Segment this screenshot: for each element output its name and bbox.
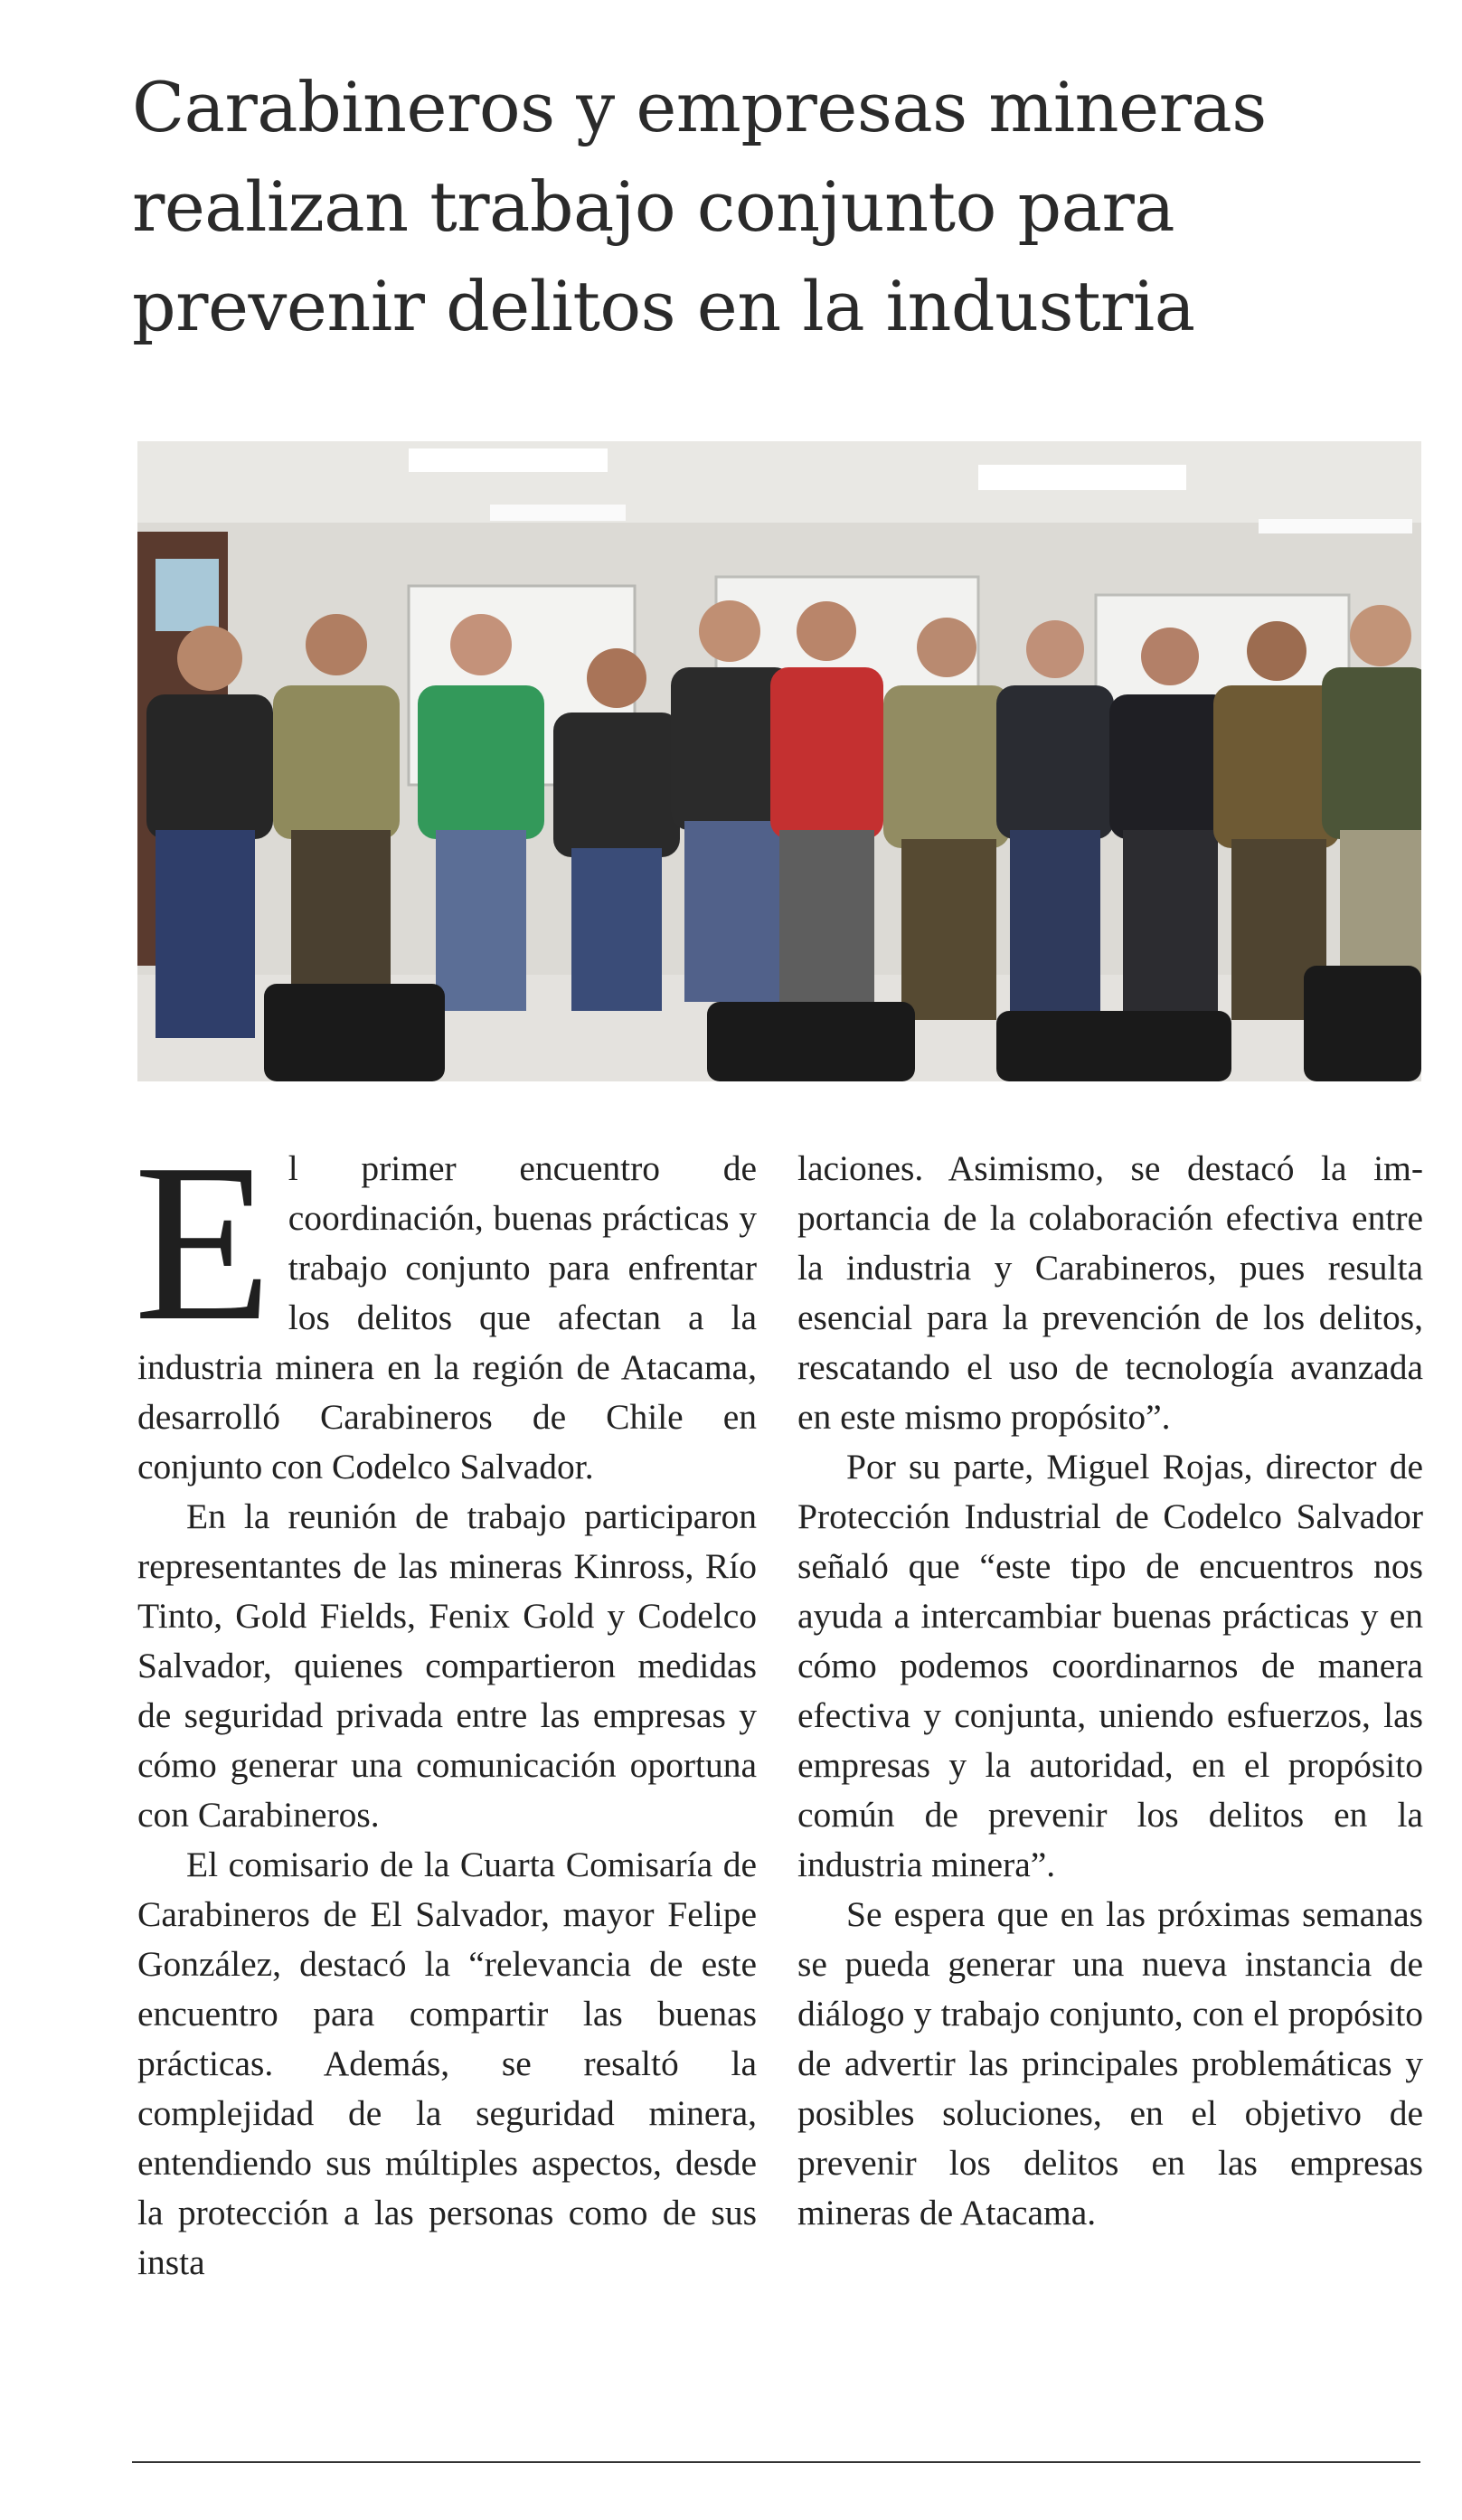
article-paragraph: Se espera que en las próximas semanas se pueda generar una nueva instancia de diálogo y trabajo conjunto, con el propósito de advertir las principales problemáticas y posibles soluciones, en el objetivo de prevenir los delitos en las empresas mineras de Atacama. [797, 1894, 1423, 2232]
headline-line: Carabineros y empresas mineras [132, 67, 1267, 147]
article-paragraph: l primer encuentro de coordinación, buenas prácticas y trabajo conjunto para enfrentar los delitos que afectan a la industria minera en la región de Atacama, desarrolló Carabineros de Chile en conjunto con Codelco Salvador. [137, 1148, 757, 1487]
drop-cap: E [134, 1118, 272, 1368]
headline-line: prevenir delitos en la industria [132, 266, 1195, 346]
article-paragraph: Por su parte, Miguel Rojas, director de Protección Industrial de Codelco Salvador señaló que “este tipo de encuentros nos ayuda a intercambiar buenas prácticas y en cómo podemos coordinarnos de manera efectiva y conjunta, uniendo esfuerzos, las empresas y la autoridad, en el propósito común de prevenir los delitos en la industria minera”. [797, 1447, 1423, 1884]
article-headline [132, 58, 1416, 356]
bottom-divider [132, 2461, 1420, 2463]
headline-line: realizan trabajo conjunto para [132, 166, 1175, 247]
article-paragraph: El comisario de la Cuarta Comisaría de Carabineros de El Salvador, mayor Felipe González, destacó la “relevancia de este encuentro para compartir las buenas prácticas. Además, se resaltó la complejidad de la seguridad minera, entendiendo sus múltiples aspectos, desde la protección a las personas como de sus insta [137, 1845, 757, 2282]
article-photo [137, 441, 1421, 1081]
article-paragraph: laciones. Asimismo, se destacó la importancia de la colaboración efectiva entre la industria y Carabineros, pues resulta esencial para la prevención de los delitos, rescatando el uso de tecnología avanzada en este mismo propósito”. [797, 1148, 1423, 1437]
article-paragraph: En la reunión de trabajo participaron representantes de las mineras Kinross, Río Tinto, Gold Fields, Fenix Gold y Codelco Salvador, quienes compartieron medidas de seguridad privada entre las empresas y cómo generar una comunicación oportuna con Carabineros. [137, 1496, 757, 1835]
article-column-right [797, 1144, 1423, 2238]
group-photo-icon [137, 441, 1421, 1081]
article-column-left [134, 1118, 757, 2288]
